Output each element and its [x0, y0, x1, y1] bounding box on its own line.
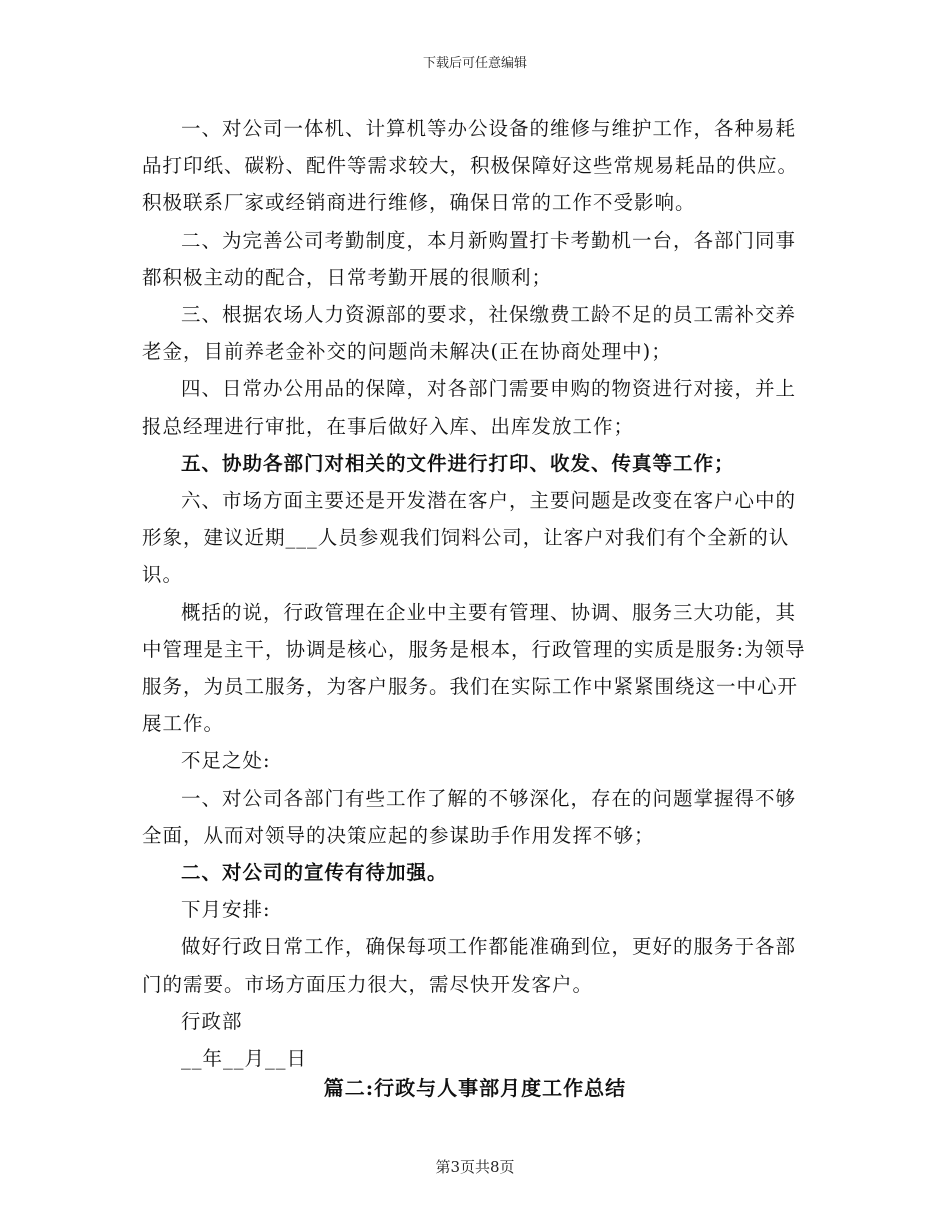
- paragraph-item-6: 六、市场方面主要还是开发潜在客户，主要问题是改变在客户心中的形象，建议近期___人员参观我们饲料公司，让客户对我们有个全新的认识。: [142, 489, 797, 587]
- section-heading: 篇二:行政与人事部月度工作总结: [323, 1076, 627, 1100]
- paragraph-item-3: 三、根据农场人力资源部的要求，社保缴费工龄不足的员工需补交养老金，目前养老金补交的问题尚未解决(正在协商处理中)；: [142, 303, 797, 364]
- paragraph-item-2: 二、为完善公司考勤制度，本月新购置打卡考勤机一台，各部门同事都积极主动的配合，日常考勤开展的很顺利；: [142, 228, 797, 289]
- page-header: 下载后可任意编辑: [422, 56, 527, 71]
- paragraph-item-5: 五、协助各部门对相关的文件进行打印、收发、传真等工作；: [181, 451, 735, 475]
- next-month-label: 下月安排:: [181, 898, 271, 922]
- shortcomings-label: 不足之处:: [181, 749, 271, 773]
- next-month-plan: 做好行政日常工作，确保每项工作都能准确到位，更好的服务于各部门的需要。市场方面压力很大，需尽快开发客户。: [142, 935, 797, 996]
- shortcoming-item-1: 一、对公司各部门有些工作了解的不够深化，存在的问题掌握得不够全面，从而对领导的决策应起的参谋助手作用发挥不够；: [142, 786, 797, 847]
- paragraph-item-4: 四、日常办公用品的保障，对各部门需要申购的物资进行对接，并上报总经理进行审批，在事后做好入库、出库发放工作；: [142, 377, 797, 438]
- paragraph-summary: 概括的说，行政管理在企业中主要有管理、协调、服务三大功能，其中管理是主干，协调是核心，服务是根本，行政管理的实质是服务:为领导服务，为员工服务，为客户服务。我们在实际工作中紧紧围绕这一中心开展工作。: [142, 600, 806, 736]
- shortcoming-item-2: 二、对公司的宣传有待加强。: [181, 861, 448, 885]
- paragraph-item-1: 一、对公司一体机、计算机等办公设备的维修与维护工作，各种易耗品打印纸、碳粉、配件等需求较大，积极保障好这些常规易耗品的供应。积极联系厂家或经销商进行维修，确保日常的工作不受影响。: [142, 117, 799, 215]
- department-signature: 行政部: [181, 1009, 243, 1033]
- date-line: __年__月__日: [181, 1047, 308, 1071]
- page-footer: 第3页共8页: [435, 1158, 515, 1176]
- document-body: [142, 110, 810, 1077]
